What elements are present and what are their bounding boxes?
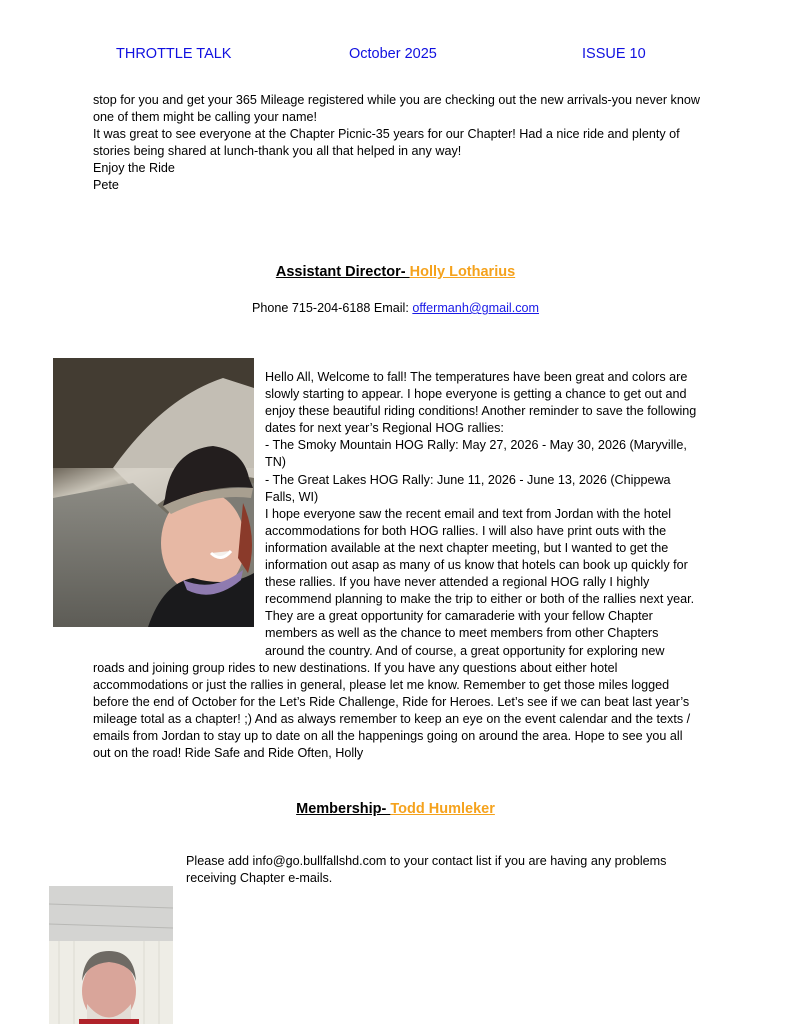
section-label: Membership- [296,801,391,817]
assistant-director-message [93,369,699,762]
intro-signoff: Enjoy the Ride [93,161,175,176]
section-label: Assistant Director- [275,264,410,280]
message-paragraph: I hope everyone saw the recent email and text from Jordan with the hotel accommodations for both HOG rallies. I will also have print outs with the information available at the next chapter meeting, but I wanted to get the information out asap as many of us know that hotels can book up quickly for these rallies. If you have never attended a regional HOG rally I highly recommend planning to make the trip to either or both of the rallies next year. They are a great opportunity for camaraderie with your fellow Chapter members as well as the chance to meet members from other Chapters around the country. And of course, a great opportunity for exploring new roads and joining group rides to new destinations. If you have any questions about either hotel accommodations or just the rallies in general, please let me know. Remember to get those miles logged before the end of October for the Let’s Ride Challenge, Ride for Heroes. Let’s see if we can beat last year’s mileage total as a chapter! ;) And as always remember to keep an eye on the event calendar and the texts / emails from Jordan to stay up to date on all the happenings going on around the area. Hope to see you all out on the road! Ride Safe and Ride Often, Holly [93,506,695,761]
contact-line [0,301,791,315]
intro-paragraph: stop for you and get your 365 Mileage registered while you are checking out the new arrivals-you never know one of them might be calling your name! [93,93,700,125]
intro-signature: Pete [93,178,119,193]
newsletter-date: October 2025 [349,46,437,62]
rally-item: - The Great Lakes HOG Rally: June 11, 2026 - June 13, 2026 (Chippewa Falls, WI) [265,472,671,504]
intro-paragraph: It was great to see everyone at the Chapter Picnic-35 years for our Chapter! Had a nice ride and plenty of stories being shared at lunch-thank you all that helped in any way! [93,127,680,159]
message-paragraph: Hello All, Welcome to fall! The temperatures have been great and colors are slowly starting to appear. I hope everyone is getting a chance to get out and enjoy these beautiful riding conditions! Another reminder to save the following dates for next year’s Regional HOG rallies: [265,370,697,436]
rally-item: - The Smoky Mountain HOG Rally: May 27, 2026 - May 30, 2026 (Maryville, TN) [265,438,687,470]
todd-photo [49,886,173,1024]
newsletter-title: THROTTLE TALK [116,46,232,62]
intro-text [93,92,708,195]
newsletter-issue: ISSUE 10 [582,46,646,62]
membership-heading [0,801,791,817]
phone-text: Phone 715-204-6188 Email: [252,301,413,315]
assistant-director-heading [0,264,791,280]
email-link[interactable]: offermanh@gmail.com [412,301,539,315]
todd-photo-art [49,886,173,1024]
membership-text: Please add info@go.bullfallshd.com to your contact list if you are having any problems receiving Chapter e-mails. [186,854,667,886]
director-name: Holly Lotharius [409,264,516,280]
membership-name: Todd Humleker [390,801,495,817]
photo-spacer [93,369,265,649]
